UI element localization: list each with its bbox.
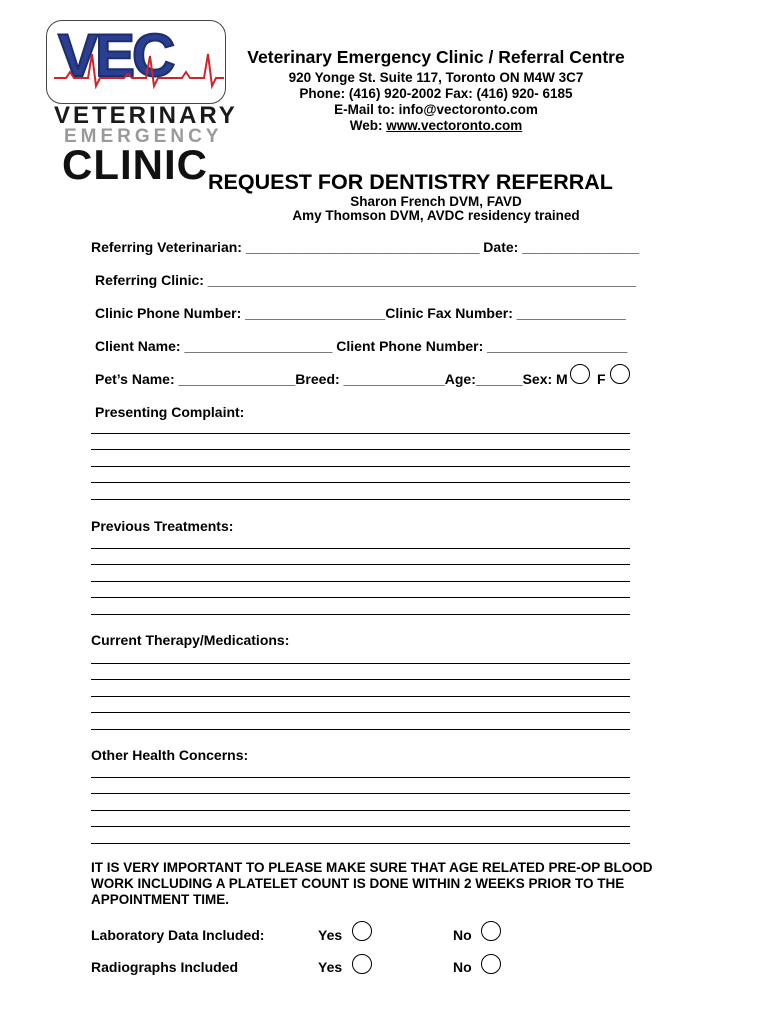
web-link[interactable]: www.vectoronto.com	[386, 118, 523, 133]
clinic-address: 920 Yonge St. Suite 117, Toronto ON M4W 3C7	[288, 70, 584, 85]
presenting-complaint-line[interactable]	[91, 499, 630, 500]
lab-yes-radio[interactable]	[352, 921, 372, 941]
doctor-1: Sharon French DVM, FAVD	[350, 194, 522, 209]
logo-clinic-text: CLINIC	[62, 141, 208, 188]
clinic-web	[238, 118, 634, 133]
other-health-line[interactable]	[91, 810, 630, 811]
other-health-label: Other Health Concerns:	[91, 747, 249, 763]
radiographs-label: Radiographs Included	[91, 959, 239, 975]
previous-treatments-line[interactable]	[91, 597, 630, 598]
rad-no-radio[interactable]	[481, 954, 501, 974]
lab-yes-label: Yes	[318, 927, 343, 943]
lab-no-label: No	[453, 927, 472, 943]
clinic-phone-field[interactable]: Clinic Phone Number: __________________Clinic Fax Number: ______________	[95, 305, 626, 321]
sex-f-label: F	[597, 371, 606, 387]
presenting-complaint-line[interactable]	[91, 482, 630, 483]
other-health-line[interactable]	[91, 826, 630, 827]
logo-veterinary-text: VETERINARY	[54, 102, 238, 129]
referring-vet-field[interactable]: Referring Veterinarian: ______________________________ Date: _______________	[91, 239, 639, 255]
sex-m-radio[interactable]	[570, 364, 590, 384]
current-therapy-line[interactable]	[91, 696, 630, 697]
presenting-complaint-line[interactable]	[91, 449, 630, 450]
previous-treatments-line[interactable]	[91, 614, 630, 615]
clinic-phone-fax: Phone: (416) 920-2002 Fax: (416) 920- 6185	[299, 86, 573, 101]
pet-name-field[interactable]: Pet’s Name: _______________Breed: _____________Age:______Sex: M	[95, 371, 568, 387]
clinic-email: E-Mail to: info@vectoronto.com	[334, 102, 538, 117]
presenting-complaint-line[interactable]	[91, 433, 630, 434]
other-health-line[interactable]	[91, 777, 630, 778]
web-label: Web:	[349, 118, 387, 133]
other-health-line[interactable]	[91, 793, 630, 794]
preop-notice: IT IS VERY IMPORTANT TO PLEASE MAKE SURE THAT AGE RELATED PRE-OP BLOOD WORK INCLUDING A PLATELET COUNT IS DONE WITHIN 2 WEEKS PRIOR TO THE APPOINTMENT TIME.	[91, 860, 653, 907]
current-therapy-line[interactable]	[91, 729, 630, 730]
ecg-line-icon	[54, 50, 224, 90]
previous-treatments-line[interactable]	[91, 581, 630, 582]
previous-treatments-label: Previous Treatments:	[91, 518, 234, 534]
referring-clinic-field[interactable]: Referring Clinic: _______________________________________________________	[95, 272, 637, 288]
lab-data-label: Laboratory Data Included:	[91, 927, 265, 943]
rad-yes-radio[interactable]	[352, 954, 372, 974]
presenting-complaint-label: Presenting Complaint:	[95, 404, 245, 420]
sex-f-radio[interactable]	[610, 364, 630, 384]
previous-treatments-line[interactable]	[91, 548, 630, 549]
current-therapy-line[interactable]	[91, 663, 630, 664]
doctor-2: Amy Thomson DVM, AVDC residency trained	[292, 208, 580, 223]
current-therapy-line[interactable]	[91, 712, 630, 713]
previous-treatments-line[interactable]	[91, 564, 630, 565]
client-name-field[interactable]: Client Name: ___________________ Client Phone Number: __________________	[95, 338, 628, 354]
rad-yes-label: Yes	[318, 959, 343, 975]
logo-emergency-text: EMERGENCY	[64, 126, 223, 147]
rad-no-label: No	[453, 959, 472, 975]
clinic-name: Veterinary Emergency Clinic / Referral Centre	[247, 47, 625, 67]
current-therapy-line[interactable]	[91, 679, 630, 680]
vec-logo-letters: VEC	[58, 22, 173, 89]
presenting-complaint-line[interactable]	[91, 466, 630, 467]
lab-no-radio[interactable]	[481, 921, 501, 941]
other-health-line[interactable]	[91, 843, 630, 844]
form-title: REQUEST FOR DENTISTRY REFERRAL	[208, 170, 613, 194]
current-therapy-label: Current Therapy/Medications:	[91, 632, 290, 648]
